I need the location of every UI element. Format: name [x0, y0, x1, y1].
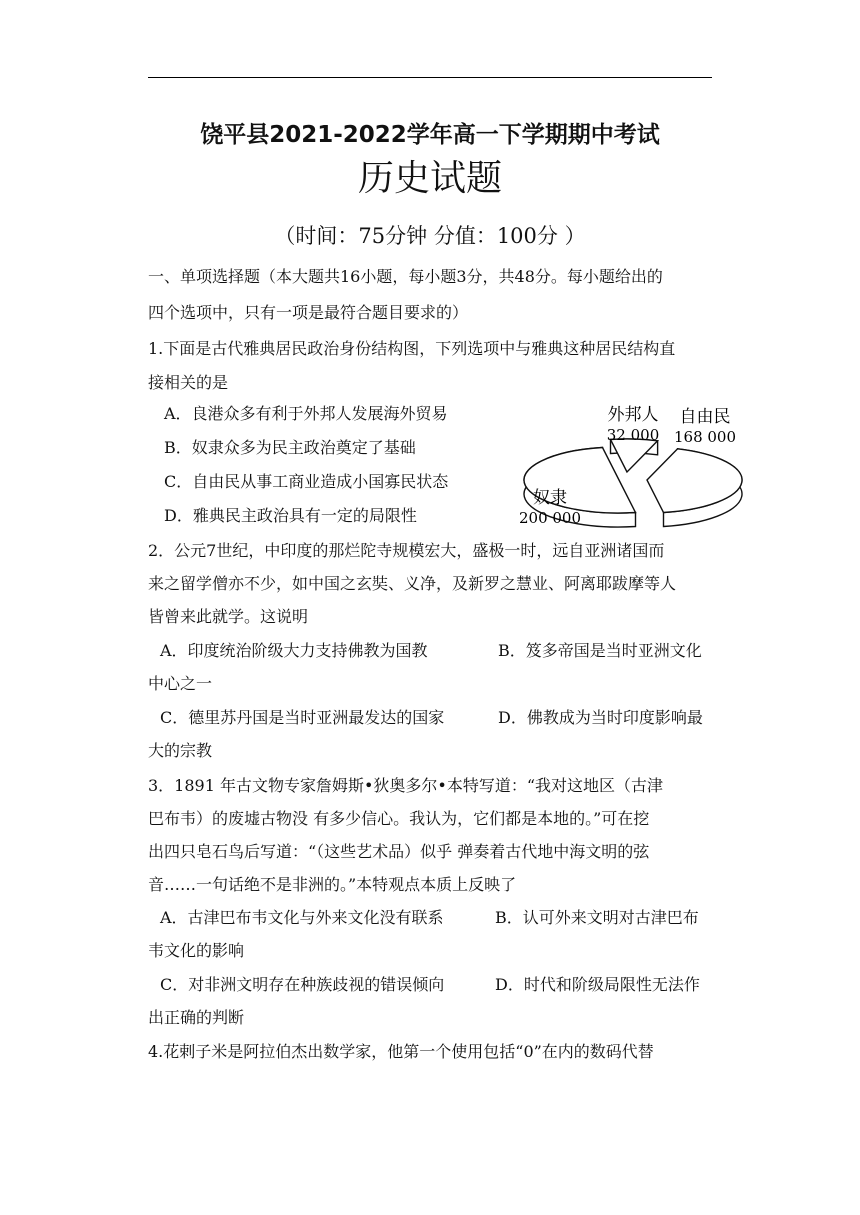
q3-option-c: C．对非洲文明存在种族歧视的错误倾向: [160, 975, 445, 994]
q2-stem: 2．公元7世纪，中印度的那烂陀寺规模宏大，盛极一时，远自亚洲诸国而: [148, 541, 665, 560]
q3-option-a: A．古津巴布韦文化与外来文化没有联系: [160, 908, 444, 927]
q2-option-d: D．佛教成为当时印度影响最: [498, 708, 703, 727]
q2-stem-cont2: 皆曾来此就学。这说明: [148, 607, 309, 626]
pie-value-citizens: 168 000: [673, 428, 737, 446]
q3-option-d-cont: 出正确的判断: [148, 1008, 245, 1027]
subject-title: 历史试题: [357, 158, 502, 199]
q1-stem: 1.下面是古代雅典居民政治身份结构图，下列选项中与雅典这种居民结构直: [148, 339, 676, 358]
q2-option-b-cont: 中心之一: [148, 674, 213, 693]
pie-label-foreign-residents: 外邦人: [607, 405, 659, 425]
pie-label-slaves: 奴隶: [533, 488, 567, 508]
residents-pie-chart: [515, 400, 745, 535]
q2-option-a: A．印度统治阶级大力支持佛教为国教: [160, 641, 428, 660]
q3-stem-cont1: 巴布韦）的废墟古物没 有多少信心。我认为，它们都是本地的。”可在挖: [148, 809, 650, 828]
section-heading: 一、单项选择题（本大题共16小题，每小题3分，共48分。每小题给出的: [148, 267, 663, 286]
q2-stem-cont1: 来之留学僧亦不少，如中国之玄奘、义净，及新罗之慧业、阿离耶跋摩等人: [148, 574, 677, 593]
pie-value-slaves: 200 000: [518, 509, 582, 527]
pie-label-citizens: 自由民: [679, 407, 731, 427]
q3-option-b-cont: 韦文化的影响: [148, 941, 245, 960]
q3-option-b: B．认可外来文明对古津巴布: [495, 908, 699, 927]
q3-stem-cont2: 出四只皂石鸟后写道：“（这些艺术品）似乎 弹奏着古代地中海文明的弦: [148, 842, 650, 861]
q2-option-c: C．德里苏丹国是当时亚洲最发达的国家: [160, 708, 445, 727]
section-heading-cont: 四个选项中，只有一项是最符合题目要求的）: [148, 303, 469, 322]
q3-option-d: D．时代和阶级局限性无法作: [495, 975, 700, 994]
q2-option-b: B．笈多帝国是当时亚洲文化: [498, 641, 702, 660]
pie-value-foreign-residents: 32 000: [606, 426, 660, 444]
q3-stem-cont3: 音……一句话绝不是非洲的。”本特观点本质上反映了: [148, 875, 517, 894]
q1-option-c: C．自由民从事工商业造成小国寡民状态: [164, 472, 449, 491]
q1-stem-cont: 接相关的是: [148, 373, 229, 392]
q3-stem: 3．1891 年古文物专家詹姆斯•狄奥多尔•本特写道：“我对这地区（古津: [148, 776, 664, 795]
exam-title: 饶平县2021-2022学年高一下学期期中考试: [200, 122, 660, 148]
q1-option-b: B．奴隶众多为民主政治奠定了基础: [164, 438, 416, 457]
q1-option-d: D．雅典民主政治具有一定的局限性: [164, 506, 417, 525]
q1-option-a: A．良港众多有利于外邦人发展海外贸易: [164, 404, 448, 423]
exam-meta: （时间：75分钟 分值：100分 ）: [274, 224, 586, 248]
q4-stem: 4.花剌子米是阿拉伯杰出数学家，他第一个使用包括“0”在内的数码代替: [148, 1042, 654, 1061]
header-rule: [148, 77, 712, 78]
q2-option-d-cont: 大的宗教: [148, 741, 213, 760]
